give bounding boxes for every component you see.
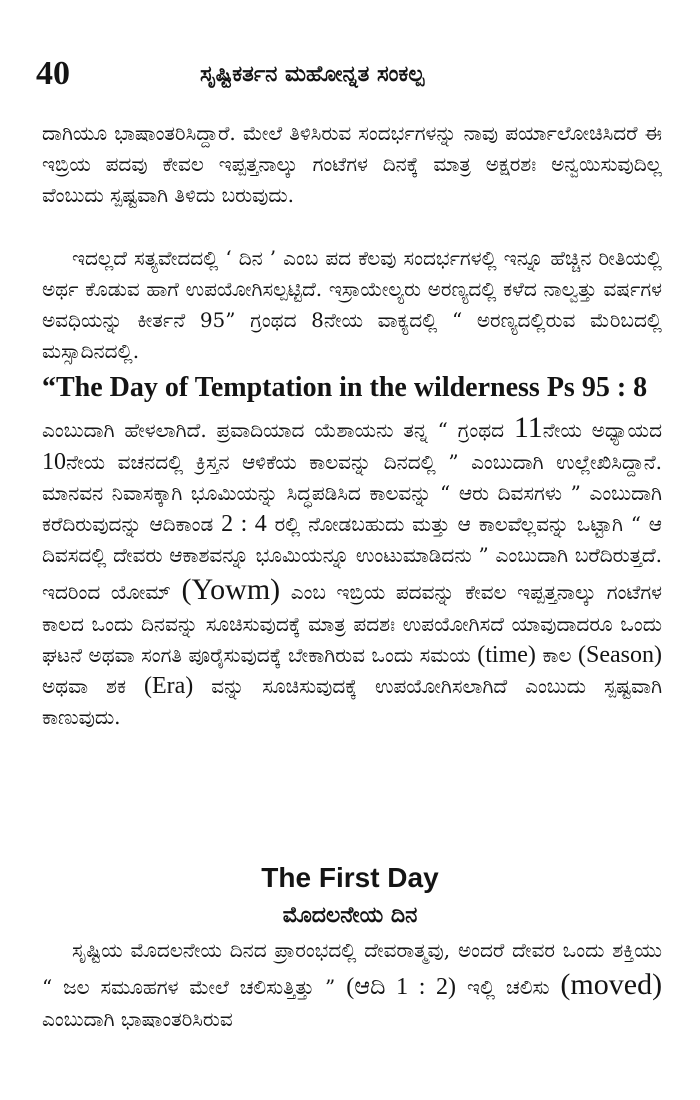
paragraph-2-text-g: ಕಾಲ (542, 643, 572, 667)
genesis-reference: (ಆದಿ 1 : 2) (346, 974, 457, 1000)
paragraph-2-text-h: ಅಥವಾ ಶಕ (42, 674, 126, 698)
section-heading (0, 858, 700, 934)
english-quote: “The Day of Temptation in the wilderness Ps 95 : 8 (42, 372, 648, 403)
section-title-kannada: ಮೊದಲನೇಯ ದಿನ (282, 903, 418, 928)
term-season: (Season) (578, 642, 662, 668)
term-era: (Era) (143, 673, 194, 699)
section-title-english: The First Day (261, 862, 439, 893)
paragraph-2 (42, 243, 662, 733)
paragraph-2-text-d: ನೇಯ ವಚನದಲ್ಲಿ ಕ್ರಿಸ್ತನ ಆಳಿಕೆಯ ಕಾಲವನ್ನು ದಿನದಲ್ಲಿ ” ಎಂಬುದಾಗಿ ಉಲ್ಲೇಖಿಸಿದ್ದಾನೆ. ಮಾನವನ ನಿವಾಸಕ್ಕಾಗಿ ಭೂಮಿಯನ್ನು ಸಿದ್ಧಪಡಿಸಿದ ಕಾಲವನ್ನು “ ಆರು ದಿವಸಗಳು ” ಎಂಬುದಾಗಿ ಕರೆದಿರುವುದನ್ನು ಆದಿಕಾಂಡ (42, 450, 662, 536)
term-moved: (moved) (560, 968, 663, 1001)
paragraph-2-text-i: ವನ್ನು ಸೂಚಿಸುವುದಕ್ಕೆ ಉಪಯೋಗಿಸಲಾಗಿದೆ ಎಂಬುದು ಸ್ಪಷ್ಟವಾಗಿ ಕಾಣುವುದು. (42, 674, 663, 729)
paragraph-3-text-a: ಸೃಷ್ಟಿಯ ಮೊದಲನೇಯ ದಿನದ ಪ್ರಾರಂಭದಲ್ಲಿ ದೇವರಾತ್ಮವು, ಅಂದರೆ ದೇವರ ಒಂದು ಶಕ್ತಿಯು “ ಜಲ ಸಮೂಹಗಳ ಮೇಲೆ ಚಲಿಸುತ್ತಿತ್ತು ” (42, 938, 662, 999)
page-number: 40 (36, 55, 70, 92)
chapter-number: 11 (513, 411, 543, 444)
running-title: ಸೃಷ್ಟಿಕರ್ತನ ಮಹೋನ್ನತ ಸಂಕಲ್ಪ (200, 61, 425, 87)
paragraph-2-text-f: ಎಂಬ ಇಬ್ರಿಯ ಪದವನ್ನು ಕೇವಲ ಇಪ್ಪತ್ತನಾಲ್ಕು ಗಂಟೆಗಳ ಕಾಲದ ಒಂದು ದಿನವನ್ನು ಸೂಚಿಸುವುದಕ್ಕೆ ಮಾತ್ರ ಪದಶಃ ಉಪಯೋಗಿಸದೆ ಯಾವುದಾದರೂ ಒಂದು ಘಟನೆ ಅಥವಾ ಸಂಗತಿ ಪೂರೈಸುವುದಕ್ಕೆ ಬೇಕಾಗಿರುವ ಒಂದು ಸಮಯ (42, 580, 663, 667)
verse-number: 10 (42, 449, 66, 475)
paragraph-2-text-a: ಇದಲ್ಲದೆ ಸತ್ಯವೇದದಲ್ಲಿ ‘ ದಿನ ’ ಎಂಬ ಪದ ಕೆಲವು ಸಂದರ್ಭಗಳಲ್ಲಿ ಇನ್ನೂ ಹೆಚ್ಚಿನ ರೀತಿಯಲ್ಲಿ ಅರ್ಥ ಕೊಡುವ ಹಾಗೆ ಉಪಯೋಗಿಸಲ್ಪಟ್ಟಿದೆ. ಇಸ್ರಾಯೇಲ್ಯರು ಅರಣ್ಯದಲ್ಲಿ ಕಳೆದ ನಾಲ್ವತ್ತು ವರ್ಷಗಳ ಅವಧಿಯನ್ನು ಕೀರ್ತನೆ 95” ಗ್ರಂಥದ 8ನೇಯ ವಾಕ್ಯದಲ್ಲಿ “ ಅರಣ್ಯದಲ್ಲಿರುವ ಮೆರಿಬದಲ್ಲಿ ಮಸ್ಸಾದಿನದಲ್ಲಿ. (42, 246, 662, 363)
paragraph-2-text-e: ರಲ್ಲಿ ನೋಡಬಹುದು ಮತ್ತು ಆ ಕಾಲವೆಲ್ಲವನ್ನು ಒಟ್ಟಾಗಿ “ ಆ ದಿವಸದಲ್ಲಿ ದೇವರು ಆಕಾಶವನ್ನೂ ಭೂಮಿಯನ್ನೂ ಉಂಟುಮಾಡಿದನು ” ಎಂಬುದಾಗಿ ಬರೆದಿರುತ್ತದೆ. ಇದರಿಂದ ಯೋಮ್ (42, 512, 663, 604)
paragraph-2-text-c: ನೇಯ ಅಧ್ಯಾಯದ (542, 418, 663, 442)
term-yowm: (Yowm) (181, 573, 281, 606)
page-header (0, 0, 700, 100)
body-text (42, 118, 662, 765)
paragraph-2-text-b: ಎಂಬುದಾಗಿ ಹೇಳಲಾಗಿದೆ. ಪ್ರವಾದಿಯಾದ ಯೆಶಾಯನು ತನ್ನ “ ಗ್ರಂಥದ (42, 418, 505, 442)
paragraph-3 (42, 935, 662, 1035)
scripture-reference: 2 : 4 (221, 511, 267, 537)
paragraph-3-text-b: ಇಲ್ಲಿ ಚಲಿಸು (466, 975, 550, 999)
paragraph-1: ದಾಗಿಯೂ ಭಾಷಾಂತರಿಸಿದ್ದಾರೆ. ಮೇಲೆ ತಿಳಿಸಿರುವ ಸಂದರ್ಭಗಳನ್ನು ನಾವು ಪರ್ಯಾಲೋಚಿಸಿದರೆ ಈ ಇಬ್ರಿಯ ಪದವು ಕೇವಲ ಇಪ್ಪತ್ತನಾಲ್ಕು ಗಂಟೆಗಳ ದಿನಕ್ಕೆ ಮಾತ್ರ ಅಕ್ಷರಶಃ ಅನ್ವಯಿಸುವುದಿಲ್ಲ ವೆಂಬುದು ಸ್ಪಷ್ಟವಾಗಿ ತಿಳಿದು ಬರುವುದು. (42, 121, 662, 207)
term-time: (time) (477, 642, 536, 668)
paragraph-3-text-c: ಎಂಬುದಾಗಿ ಭಾಷಾಂತರಿಸಿರುವ (42, 1007, 233, 1031)
